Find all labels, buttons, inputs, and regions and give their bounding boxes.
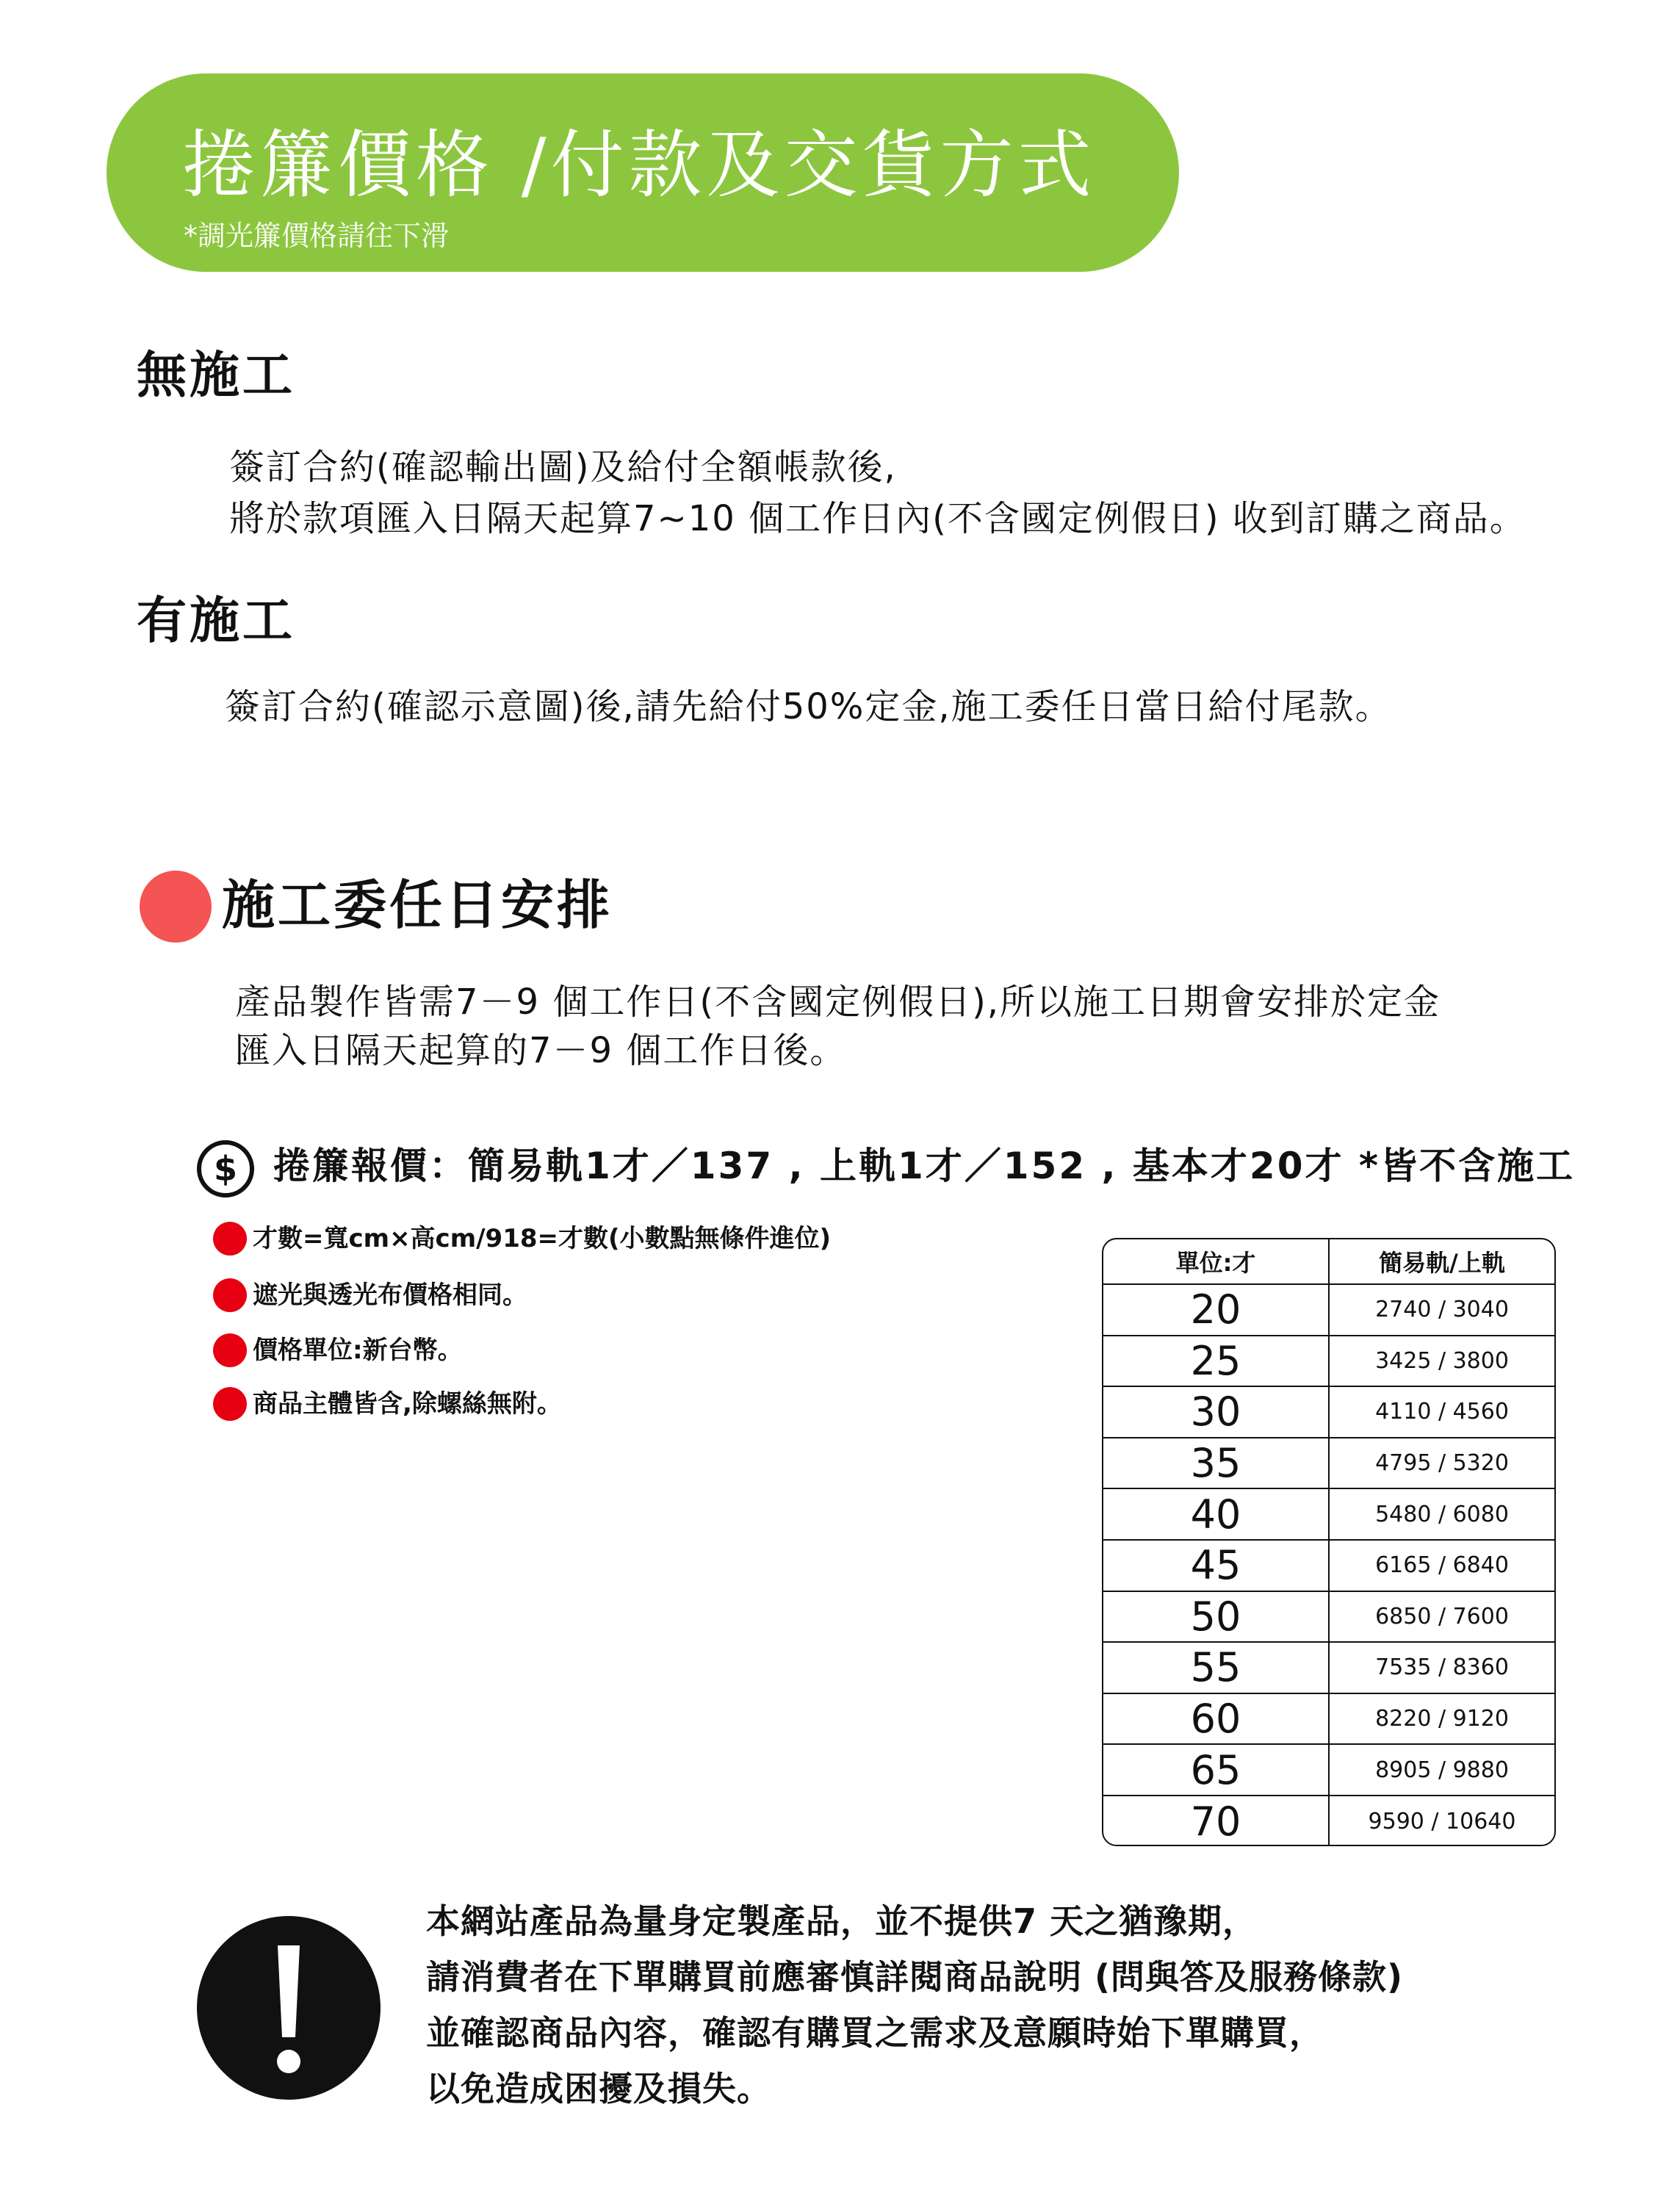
table-cell-price: 8220 / 9120 — [1330, 1694, 1554, 1746]
table-cell-price: 8905 / 9880 — [1330, 1745, 1554, 1796]
notice-line-4: 以免造成困擾及損失。 — [426, 2069, 771, 2108]
table-cell-price: 6850 / 7600 — [1330, 1592, 1554, 1643]
bullet-item: 遮光與透光布價格相同。 — [253, 1281, 527, 1310]
table-cell-price: 3425 / 3800 — [1330, 1336, 1554, 1388]
table-cell-size: 20 — [1103, 1285, 1330, 1336]
table-cell-size: 65 — [1103, 1745, 1330, 1796]
price-table — [1102, 1238, 1556, 1846]
table-cell-size: 30 — [1103, 1387, 1330, 1438]
section-dot-icon — [140, 871, 212, 943]
schedule-heading: 施工委任日安排 — [222, 874, 613, 936]
no-install-line-2: 將於款項匯入日隔天起算7~10 個工作日內(不含國定例假日) 收到訂購之商品。 — [229, 498, 1526, 539]
table-header-price: 簡易軌/上軌 — [1330, 1239, 1554, 1285]
bullet-item: 商品主體皆含,除螺絲無附。 — [253, 1389, 562, 1419]
table-cell-price: 9590 / 10640 — [1368, 1809, 1516, 1835]
exclamation-circle-icon — [197, 1916, 381, 2100]
table-cell-size: 70 — [1103, 1796, 1330, 1846]
bullet-dot-icon — [213, 1278, 247, 1312]
table-cell-price: 6165 / 6840 — [1330, 1541, 1554, 1592]
dollar-circle-icon — [195, 1139, 256, 1199]
schedule-line-2: 匯入日隔天起算的7－9 個工作日後。 — [235, 1030, 847, 1071]
table-cell-size: 25 — [1103, 1336, 1330, 1388]
table-cell-price: 4795 / 5320 — [1330, 1438, 1554, 1490]
bullet-dot-icon — [213, 1222, 247, 1256]
header-note: *調光簾價格請往下滑 — [184, 220, 450, 252]
table-header-unit: 單位:才 — [1103, 1239, 1330, 1285]
table-cell-price: 7535 / 8360 — [1330, 1643, 1554, 1694]
page-title: 捲簾價格 /付款及交貨方式 — [182, 122, 1096, 208]
no-install-heading: 無施工 — [137, 347, 296, 405]
notice-line-3: 並確認商品內容，確認有購買之需求及意願時始下單購買， — [426, 2013, 1324, 2053]
schedule-line-1: 產品製作皆需7－9 個工作日(不含國定例假日),所以施工日期會安排於定金 — [235, 982, 1441, 1023]
table-cell-price: 5480 / 6080 — [1330, 1489, 1554, 1541]
table-cell-size: 45 — [1103, 1541, 1330, 1592]
svg-text:$: $ — [213, 1149, 238, 1189]
bullet-item: 價格單位:新台幣。 — [253, 1336, 463, 1365]
table-cell-size: 50 — [1103, 1592, 1330, 1643]
bullet-dot-icon — [213, 1387, 247, 1421]
table-cell-price: 2740 / 3040 — [1330, 1285, 1554, 1336]
bullet-dot-icon — [213, 1333, 247, 1367]
with-install-line-1: 簽訂合約(確認示意圖)後,請先給付50%定金,施工委任日當日給付尾款。 — [225, 686, 1392, 727]
table-cell-size: 55 — [1103, 1643, 1330, 1694]
table-cell-size: 40 — [1103, 1489, 1330, 1541]
pricing-summary: 捲簾報價：簡易軌1才／137 , 上軌1才／152 , 基本才20才 *皆不含施工 — [273, 1145, 1576, 1187]
notice-line-1: 本網站產品為量身定製產品，並不提供7 天之猶豫期， — [426, 1901, 1258, 1941]
notice-line-2: 請消費者在下單購買前應審慎詳閱商品說明 (問與答及服務條款) — [426, 1957, 1404, 1997]
table-cell-size: 35 — [1103, 1438, 1330, 1490]
table-cell-size: 60 — [1103, 1694, 1330, 1746]
no-install-line-1: 簽訂合約(確認輸出圖)及給付全額帳款後, — [229, 447, 897, 488]
with-install-heading: 有施工 — [137, 592, 296, 650]
bullet-item: 才數=寬cm×高cm/918=才數(小數點無條件進位) — [253, 1224, 832, 1253]
table-cell-price: 4110 / 4560 — [1330, 1387, 1554, 1438]
